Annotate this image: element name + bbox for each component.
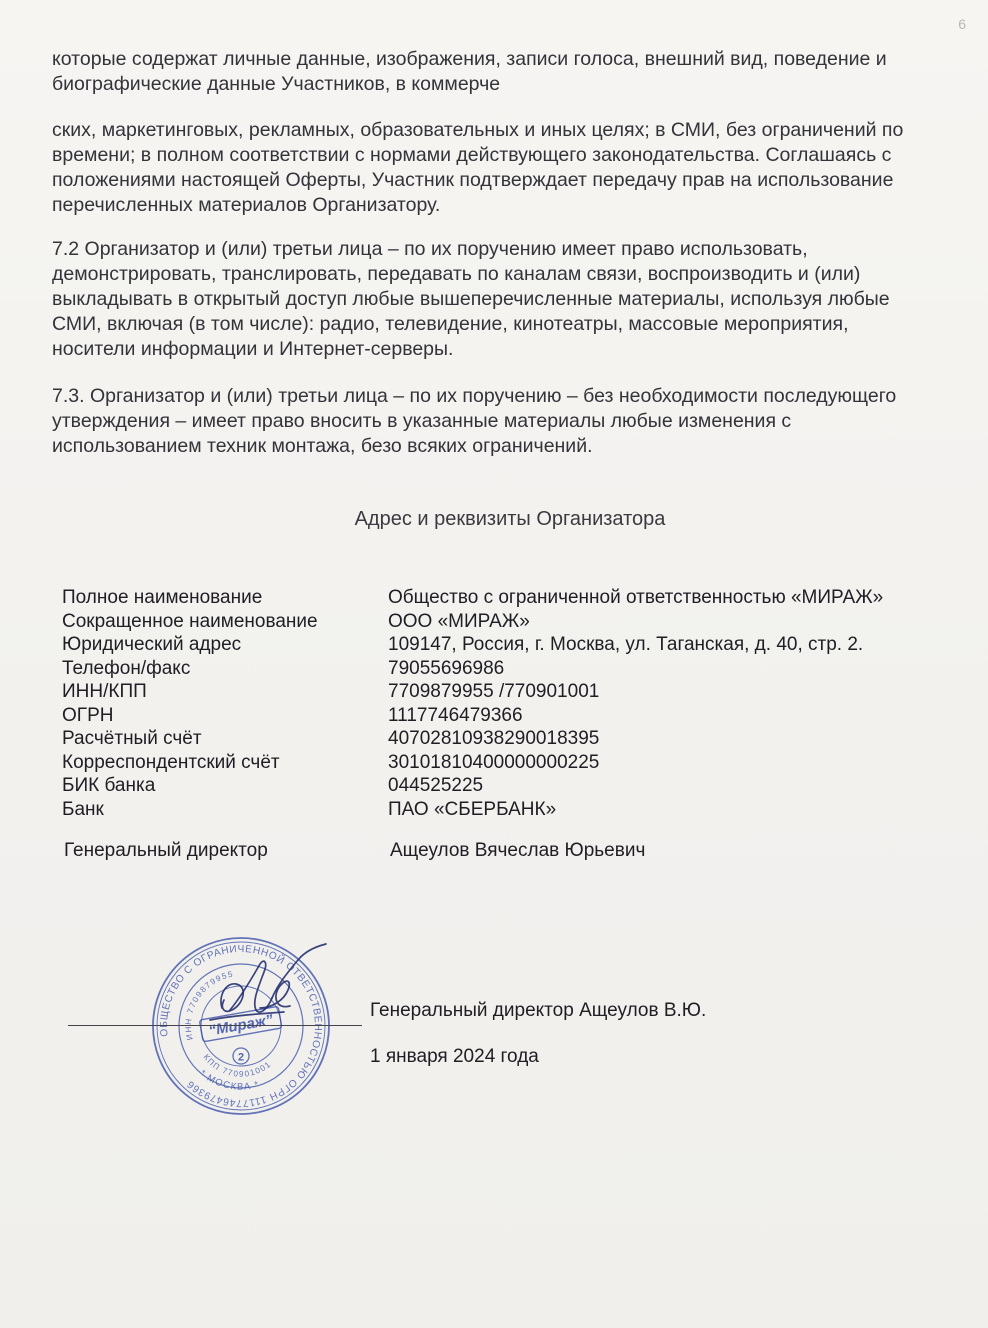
text-line: ских, маркетинговых, рекламных, образовательных и иных целях; в СМИ, без ограничений по bbox=[52, 119, 904, 141]
requisite-label: Банк bbox=[62, 798, 104, 820]
requisite-value: ПАО «СБЕРБАНК» bbox=[388, 798, 557, 820]
paragraph-7-3 bbox=[52, 384, 967, 459]
text-line: выкладывать в открытый доступ любые вышеперечисленные материалы, используя любые bbox=[52, 288, 890, 310]
signer-caption: Генеральный директор Ащеулов В.Ю. bbox=[370, 1000, 707, 1021]
paragraph-continuation bbox=[52, 47, 967, 97]
text-line: носители информации и Интернет-серверы. bbox=[52, 338, 454, 360]
requisites-table bbox=[62, 586, 942, 821]
text-line: 7.2 Организатор и (или) третьи лица – по их поручению имеет право использовать, bbox=[52, 238, 808, 260]
requisite-label: ИНН/КПП bbox=[62, 681, 147, 702]
requisite-value: 40702810938290018395 bbox=[388, 728, 600, 749]
page-number: 6 bbox=[958, 16, 966, 32]
text-line: перечисленных материалов Организатору. bbox=[52, 194, 441, 216]
requisite-label: Юридический адрес bbox=[62, 634, 242, 655]
requisite-label: Полное наименование bbox=[62, 587, 263, 608]
requisite-row bbox=[62, 586, 942, 610]
director-signature bbox=[160, 938, 340, 1058]
requisite-value: 30101810400000000225 bbox=[388, 751, 600, 773]
stamp-city-text: * МОСКВА * bbox=[197, 1068, 262, 1093]
requisite-row bbox=[62, 798, 942, 822]
requisite-row bbox=[62, 774, 942, 798]
text-line: 7.3. Организатор и (или) третьи лица – по их поручению – без необходимости последующего bbox=[52, 385, 897, 407]
requisite-row bbox=[62, 727, 942, 751]
text-line: СМИ, включая (в том числе): радио, телевидение, кинотеатры, массовые мероприятия, bbox=[52, 313, 849, 335]
paragraph-rights-transfer bbox=[52, 118, 967, 218]
text-line: демонстрировать, транслировать, передавать по каналам связи, воспроизводить и (или) bbox=[52, 263, 861, 285]
requisite-row bbox=[62, 633, 942, 657]
requisite-row bbox=[62, 610, 942, 634]
requisite-row bbox=[62, 704, 942, 728]
director-name: Ащеулов Вячеслав Юрьевич bbox=[390, 840, 646, 861]
requisite-value: 79055696986 bbox=[388, 657, 505, 679]
stamp-company-name: “Мираж” bbox=[207, 1011, 275, 1040]
requisite-row bbox=[62, 680, 942, 704]
text-line: утверждения – имеет право вносить в указанные материалы любые изменения с bbox=[52, 410, 792, 432]
text-line: которые содержат личные данные, изображения, записи голоса, внешний вид, поведение и bbox=[52, 48, 887, 70]
stamp-inn-text: ИНН 7709879955 bbox=[183, 969, 235, 1041]
requisite-label: Телефон/факс bbox=[62, 657, 191, 679]
signature-date: 1 января 2024 года bbox=[370, 1046, 539, 1067]
requisite-value: 109147, Россия, г. Москва, ул. Таганская, д. 40, стр. 2. bbox=[388, 634, 864, 655]
requisite-label: ОГРН bbox=[62, 704, 114, 726]
requisite-label: БИК банка bbox=[62, 775, 156, 796]
director-label: Генеральный директор bbox=[64, 840, 268, 861]
paragraph-7-2 bbox=[52, 237, 967, 362]
requisite-value: 044525225 bbox=[388, 775, 484, 796]
requisite-label: Сокращенное наименование bbox=[62, 610, 318, 632]
requisite-label: Расчётный счёт bbox=[62, 728, 202, 749]
requisite-label: Корреспондентский счёт bbox=[62, 751, 280, 773]
requisite-value: ООО «МИРАЖ» bbox=[388, 610, 530, 632]
stamp-number: 2 bbox=[237, 1051, 245, 1064]
text-line: положениями настоящей Оферты, Участник подтверждает передачу прав на использование bbox=[52, 169, 894, 191]
section-title: Адрес и реквизиты Организатора bbox=[354, 508, 666, 530]
text-line: использованием техник монтажа, безо всяких ограничений. bbox=[52, 435, 593, 457]
requisite-row bbox=[62, 657, 942, 681]
text-line: времени; в полном соответствии с нормами действующего законодательства. Соглашаясь с bbox=[52, 144, 892, 166]
director-row bbox=[64, 840, 645, 862]
requisite-row bbox=[62, 751, 942, 775]
requisite-value: 1117746479366 bbox=[388, 704, 523, 726]
requisite-value: 7709879955 /770901001 bbox=[388, 681, 600, 702]
text-line: биографические данные Участников, в коммерче bbox=[52, 73, 501, 95]
requisite-value: Общество с ограниченной ответственностью «МИРАЖ» bbox=[388, 587, 884, 608]
signature-line bbox=[68, 1025, 362, 1026]
stamp-outer-text: ОБЩЕСТВО С ОГРАНИЧЕННОЙ ОТВЕТСТВЕННОСТЬЮ ОГРН 1117746479366 bbox=[158, 943, 324, 1109]
stamp-kpp-text: КПП 770901001 bbox=[201, 1052, 274, 1079]
